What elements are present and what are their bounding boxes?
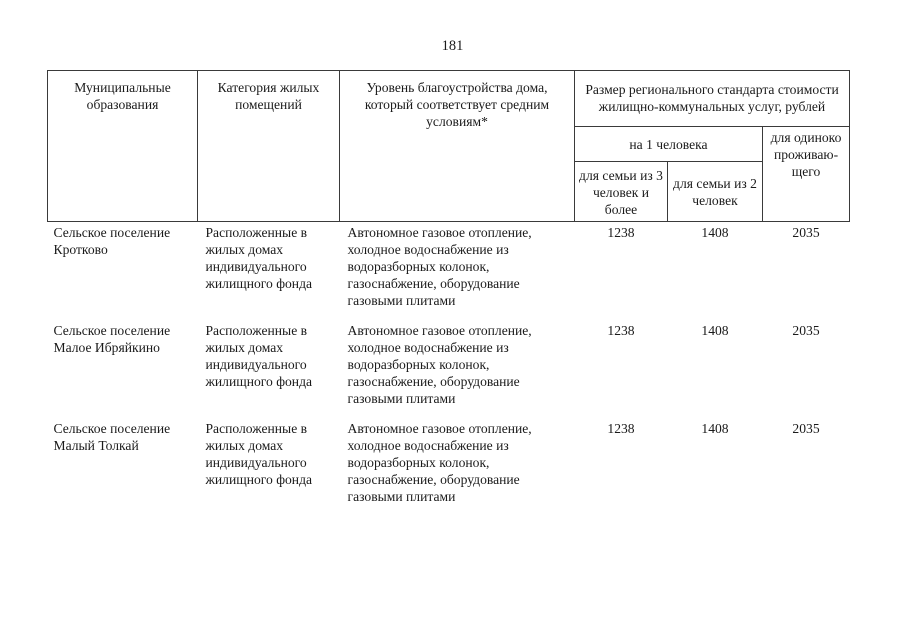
cell-municipality: Сельское поселение Малый Толкай (53, 421, 171, 453)
table-row (48, 222, 850, 310)
cell-single: 2035 (792, 421, 820, 436)
cell-single: 2035 (792, 225, 820, 240)
cell-category: Расположенные в жилых домах индивидуального жилищного фонда (205, 421, 313, 487)
header-per-person: на 1 человека (575, 127, 763, 162)
table-header (48, 71, 850, 222)
cell-municipality: Сельское поселение Кротково (53, 225, 171, 257)
housing-standard-table (47, 70, 850, 505)
table-body (48, 222, 850, 506)
cell-family2: 1408 (701, 323, 729, 338)
table-row (48, 309, 850, 407)
cell-family2: 1408 (701, 225, 729, 240)
cell-family3: 1238 (607, 225, 635, 240)
cell-municipality: Сельское поселение Малое Ибряйкино (53, 323, 171, 355)
header-level: Уровень благоустройства дома, который соответствует средним условиям* (340, 71, 575, 222)
header-municipality: Муниципальные образования (48, 71, 198, 222)
cell-level: Автономное газовое отопление, холодное водоснабжение из водоразборных колонок, газоснабжение, оборудование газовыми плитами (347, 323, 532, 406)
cell-family3: 1238 (607, 421, 635, 436)
header-family2: для семьи из 2 человек (668, 162, 763, 222)
cell-family3: 1238 (607, 323, 635, 338)
cell-single: 2035 (792, 323, 820, 338)
header-family3: для семьи из 3 человек и более (575, 162, 668, 222)
table-row (48, 407, 850, 505)
cell-family2: 1408 (701, 421, 729, 436)
page-number: 181 (441, 38, 464, 54)
header-category: Категория жилых помещений (198, 71, 340, 222)
cell-category: Расположенные в жилых домах индивидуального жилищного фонда (205, 225, 313, 291)
cell-level: Автономное газовое отопление, холодное водоснабжение из водоразборных колонок, газоснабжение, оборудование газовыми плитами (347, 421, 532, 504)
cell-level: Автономное газовое отопление, холодное водоснабжение из водоразборных колонок, газоснабжение, оборудование газовыми плитами (347, 225, 532, 308)
cell-category: Расположенные в жилых домах индивидуального жилищного фонда (205, 323, 313, 389)
header-single: для одиноко проживаю-щего (763, 127, 850, 222)
header-rate: Размер регионального стандарта стоимости жилищно-коммунальных услуг, рублей (575, 71, 850, 127)
